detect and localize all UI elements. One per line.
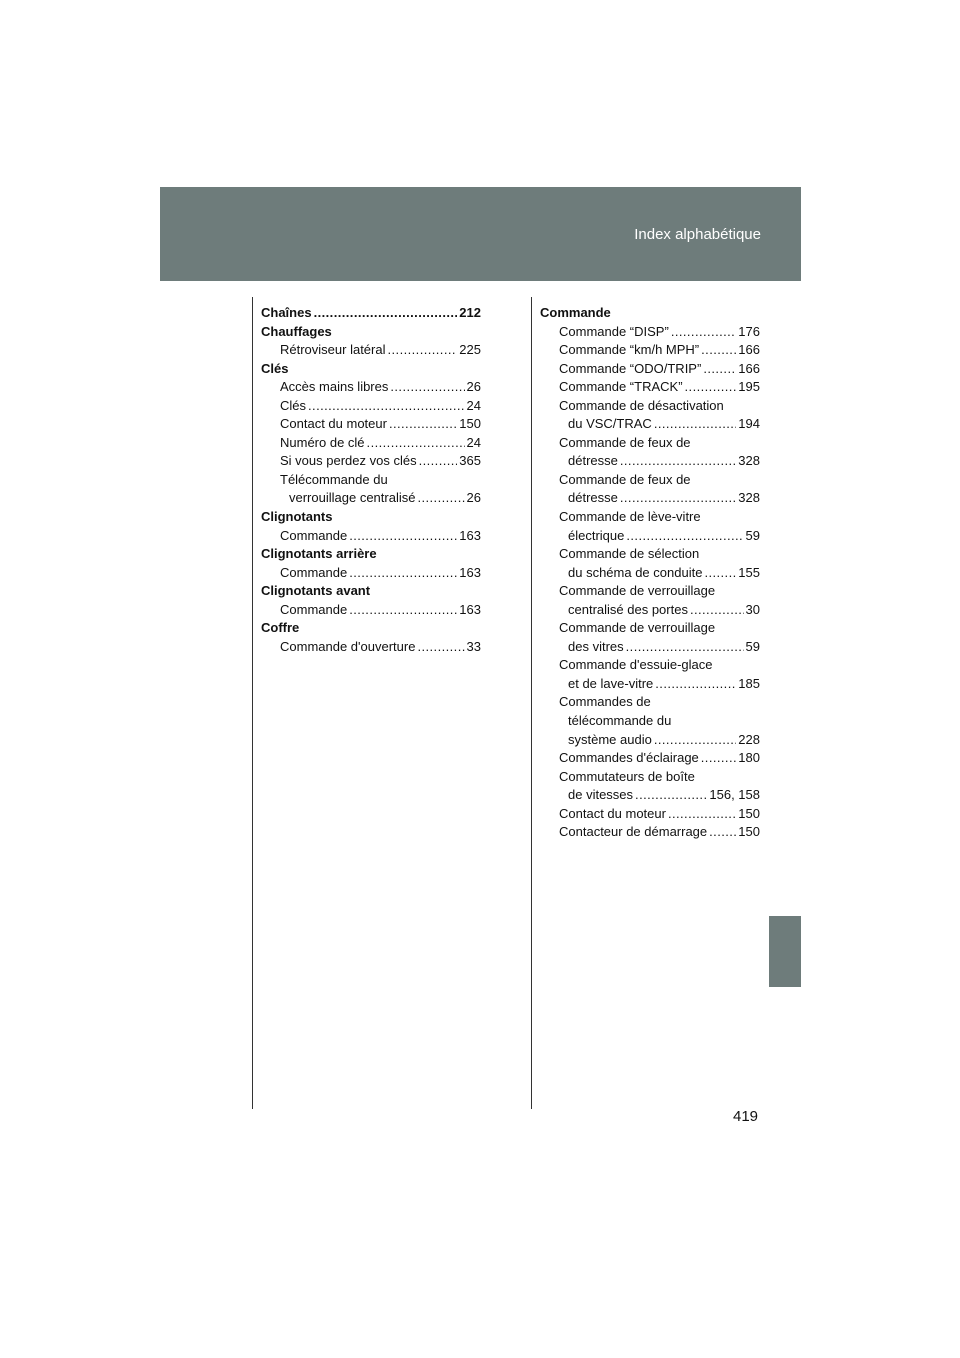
entry-text: électrique	[568, 527, 625, 543]
dot-leader	[347, 564, 457, 583]
dot-leader	[653, 675, 736, 694]
index-entry	[261, 638, 481, 657]
entry-text: Chaînes	[261, 305, 312, 320]
entry-text: Télécommande du	[280, 471, 388, 487]
entry-text: Accès mains libres	[280, 379, 389, 395]
entry-text: du schéma de conduite	[568, 564, 703, 580]
entry-page: 24	[466, 434, 481, 450]
entry-page: 328	[738, 453, 760, 469]
entry-text: Commande d'essuie-glace	[559, 657, 713, 673]
entry-text: Commutateurs de boîte	[559, 768, 695, 784]
index-entry	[261, 489, 481, 508]
dot-leader	[387, 415, 457, 434]
entry-page: 26	[466, 379, 481, 395]
index-entry	[540, 786, 760, 805]
entry-text: Commande “TRACK”	[559, 379, 683, 395]
entry-page: 166	[738, 342, 760, 358]
index-entry	[540, 601, 760, 620]
index-entry	[540, 693, 760, 712]
index-entry	[261, 397, 481, 416]
index-column-left	[261, 304, 481, 656]
dot-leader	[666, 805, 736, 824]
entry-text: Commande	[280, 527, 348, 543]
index-entry	[540, 452, 760, 471]
dot-leader	[699, 341, 736, 360]
dot-leader	[624, 527, 743, 546]
index-entry	[540, 415, 760, 434]
entry-page: 156, 158	[709, 787, 760, 803]
dot-leader	[306, 397, 465, 416]
entry-text: Commande de verrouillage	[559, 583, 716, 599]
dot-leader	[618, 452, 736, 471]
index-column-right	[540, 304, 760, 842]
index-entry	[540, 805, 760, 824]
entry-text: système audio	[568, 731, 652, 747]
index-entry	[540, 378, 760, 397]
entry-page: 30	[745, 601, 760, 617]
entry-text: Commande “DISP”	[559, 323, 669, 339]
dot-leader	[415, 489, 464, 508]
entry-text: Commande “km/h MPH”	[559, 342, 700, 358]
index-entry	[261, 415, 481, 434]
index-entry	[540, 731, 760, 750]
index-entry	[540, 489, 760, 508]
entry-page: 163	[459, 564, 481, 580]
entry-text: Rétroviseur latéral	[280, 342, 386, 358]
entry-text: Commande de désactivation	[559, 397, 724, 413]
dot-leader	[624, 638, 744, 657]
entry-text: Clés	[261, 360, 289, 376]
index-heading	[261, 582, 481, 601]
entry-text: Commande de verrouillage	[559, 620, 716, 636]
index-heading	[540, 304, 760, 323]
index-entry	[261, 527, 481, 546]
index-entry	[540, 341, 760, 360]
dot-leader	[699, 749, 737, 768]
page-number: 419	[733, 1108, 759, 1125]
entry-page: 365	[459, 453, 481, 469]
entry-text: Clignotants arrière	[261, 546, 377, 562]
index-entry	[261, 564, 481, 583]
index-heading	[261, 619, 481, 638]
dot-leader	[702, 564, 736, 583]
entry-text: de vitesses	[568, 787, 634, 803]
index-entry	[261, 341, 481, 360]
entry-text: Clignotants avant	[261, 583, 371, 599]
entry-text: centralisé des portes	[568, 601, 688, 617]
dot-leader	[365, 434, 465, 453]
index-entry	[540, 823, 760, 842]
dot-leader	[417, 452, 458, 471]
entry-text: détresse	[568, 490, 618, 506]
index-entry	[261, 601, 481, 620]
entry-text: détresse	[568, 453, 618, 469]
index-heading	[261, 304, 481, 323]
dot-leader	[652, 415, 736, 434]
index-entry	[540, 360, 760, 379]
entry-page: 150	[738, 824, 760, 840]
dot-leader	[701, 360, 736, 379]
entry-text: Numéro de clé	[280, 434, 365, 450]
entry-text: et de lave-vitre	[568, 675, 654, 691]
index-entry	[540, 582, 760, 601]
entry-text: Commande “ODO/TRIP”	[559, 360, 702, 376]
section-tab	[769, 916, 801, 987]
entry-page: 155	[738, 564, 760, 580]
entry-page: 228	[738, 731, 760, 747]
index-entry	[540, 638, 760, 657]
entry-page: 166	[738, 360, 760, 376]
entry-text: Clignotants	[261, 509, 333, 525]
entry-text: Si vous perdez vos clés	[280, 453, 417, 469]
dot-leader	[652, 731, 736, 750]
entry-text: Chauffages	[261, 323, 332, 339]
entry-page: 24	[466, 397, 481, 413]
dot-leader	[386, 341, 458, 360]
entry-page: 194	[738, 416, 760, 432]
entry-text: télécommande du	[568, 713, 672, 729]
index-entry	[540, 508, 760, 527]
entry-page: 176	[738, 323, 760, 339]
index-entry	[540, 712, 760, 731]
index-entry	[540, 434, 760, 453]
dot-leader	[312, 304, 458, 323]
dot-leader	[688, 601, 744, 620]
entry-page: 195	[738, 379, 760, 395]
entry-page: 225	[459, 342, 481, 358]
left-column-rule	[252, 297, 253, 1109]
entry-text: du VSC/TRAC	[568, 416, 652, 432]
entry-page: 163	[459, 527, 481, 543]
entry-text: Commandes d'éclairage	[559, 750, 699, 766]
entry-text: Contact du moteur	[559, 805, 666, 821]
dot-leader	[669, 323, 736, 342]
entry-text: Commande de sélection	[559, 546, 700, 562]
dot-leader	[707, 823, 736, 842]
entry-page: 328	[738, 490, 760, 506]
index-heading	[261, 508, 481, 527]
index-entry	[540, 527, 760, 546]
entry-text: des vitres	[568, 638, 624, 654]
page-header	[160, 187, 801, 281]
middle-column-rule	[531, 297, 532, 1109]
index-entry	[540, 323, 760, 342]
dot-leader	[347, 527, 457, 546]
index-heading	[261, 360, 481, 379]
entry-text: Contacteur de démarrage	[559, 824, 708, 840]
entry-text: Commandes de	[559, 694, 651, 710]
entry-text: Clés	[280, 397, 307, 413]
entry-page: 26	[466, 490, 481, 506]
index-entry	[540, 749, 760, 768]
dot-leader	[388, 378, 464, 397]
entry-page: 150	[459, 416, 481, 432]
entry-text: Coffre	[261, 620, 300, 636]
index-entry	[540, 656, 760, 675]
entry-page: 33	[466, 638, 481, 654]
entry-page: 163	[459, 601, 481, 617]
index-entry	[261, 378, 481, 397]
index-entry	[261, 471, 481, 490]
entry-text: Commande de feux de	[559, 471, 691, 487]
index-entry	[540, 564, 760, 583]
header-title: Index alphabétique	[634, 226, 761, 243]
entry-text: Commande	[280, 601, 348, 617]
entry-page: 185	[738, 675, 760, 691]
dot-leader	[618, 489, 736, 508]
entry-page: 59	[745, 527, 760, 543]
index-entry	[540, 675, 760, 694]
index-entry	[540, 619, 760, 638]
index-heading	[261, 323, 481, 342]
entry-text: Commande d'ouverture	[280, 638, 416, 654]
entry-text: Commande	[540, 305, 611, 320]
index-heading	[261, 545, 481, 564]
index-entry	[261, 434, 481, 453]
index-entry	[540, 545, 760, 564]
entry-text: Commande de feux de	[559, 434, 691, 450]
entry-text: Commande	[280, 564, 348, 580]
dot-leader	[633, 786, 707, 805]
dot-leader	[415, 638, 464, 657]
entry-text: verrouillage centralisé	[289, 490, 416, 506]
index-entry	[540, 768, 760, 787]
entry-page: 180	[738, 750, 760, 766]
entry-page: 212	[459, 305, 481, 320]
index-entry	[540, 471, 760, 490]
entry-text: Contact du moteur	[280, 416, 387, 432]
dot-leader	[347, 601, 457, 620]
entry-text: Commande de lève-vitre	[559, 509, 701, 525]
entry-page: 150	[738, 805, 760, 821]
entry-page: 59	[745, 638, 760, 654]
index-entry	[261, 452, 481, 471]
index-entry	[540, 397, 760, 416]
dot-leader	[683, 378, 737, 397]
